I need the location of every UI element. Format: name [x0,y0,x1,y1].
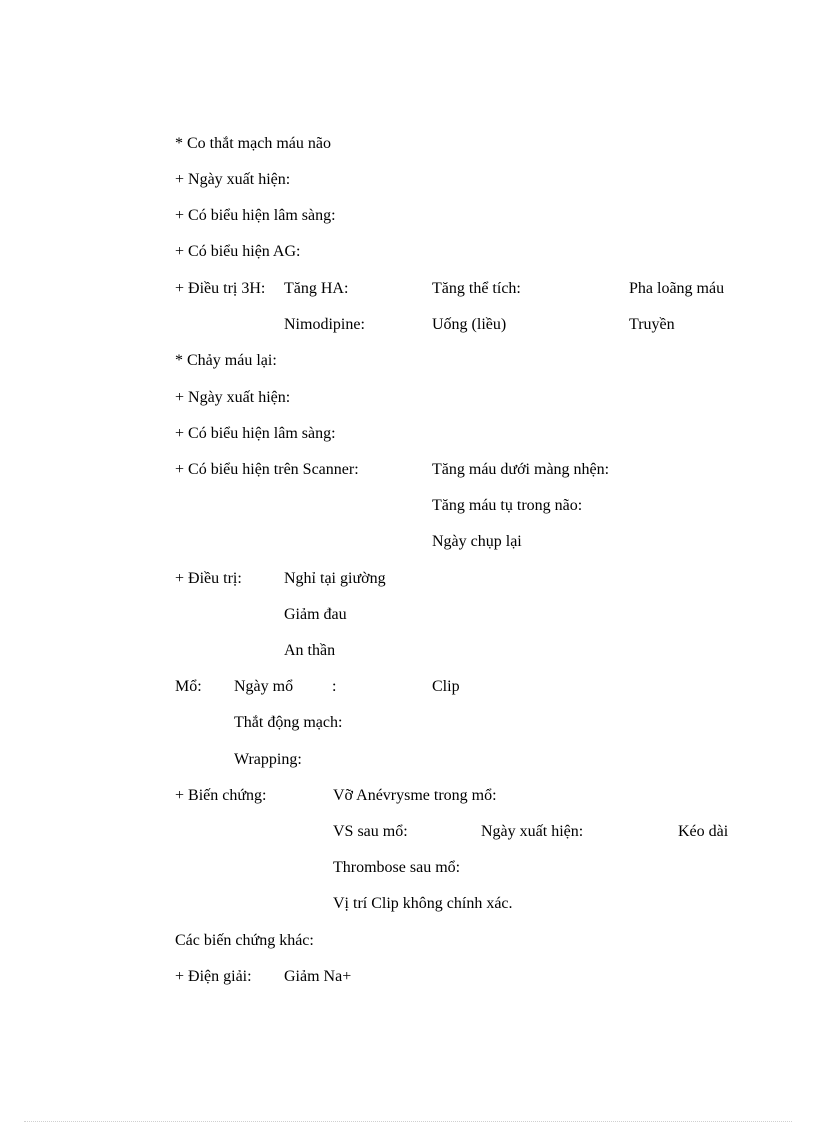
vasospasm-angiography: + Có biểu hiện AG: [175,243,301,260]
vasospasm-heading: * Co thắt mạch máu não [175,135,331,152]
nimodipine-oral: Uống (liều) [432,316,507,333]
triple-h-label: + Điều trị 3H: [175,280,266,297]
vasospasm-clinical: + Có biểu hiện lâm sàng: [175,207,336,224]
surgery-date: Ngày mổ [234,678,294,695]
complication-vs-label: VS sau mổ: [333,823,408,840]
other-complications-heading: Các biến chứng khác: [175,932,314,949]
treatment-item: Nghỉ tại giường [284,570,386,587]
triple-h-hemodilution: Pha loãng máu [629,280,725,297]
surgery-ligation: Thắt động mạch: [234,714,343,731]
page-bottom-divider [24,1121,792,1122]
rebleeding-clinical: + Có biểu hiện lâm sàng: [175,425,336,442]
vasospasm-onset-day: + Ngày xuất hiện: [175,171,291,188]
triple-h-volume: Tăng thể tích: [432,280,521,297]
surgery-wrapping: Wrapping: [234,751,302,768]
electrolyte-value: Giảm Na+ [284,968,352,985]
complication-vs-duration: Kéo dài [678,823,729,840]
complication-vs-onset: Ngày xuất hiện: [481,823,584,840]
surgery-label: Mổ: [175,678,202,695]
triple-h-hypertension: Tăng HA: [284,280,349,297]
rebleeding-heading: * Chảy máu lại: [175,352,277,369]
surgery-date-colon: : [332,678,337,695]
surgery-clip: Clip [432,678,460,695]
scanner-label: + Có biểu hiện trên Scanner: [175,461,359,478]
complication-clip-position: Vị trí Clip không chính xác. [333,895,513,912]
complication-rupture: Vỡ Anévrysme trong mổ: [333,787,497,804]
nimodipine-iv: Truyền [629,316,675,333]
complication-thrombose: Thrombose sau mổ: [333,859,461,876]
rebleeding-onset-day: + Ngày xuất hiện: [175,389,291,406]
scanner-ich: Tăng máu tụ trong não: [432,497,583,514]
scanner-sah: Tăng máu dưới màng nhện: [432,461,610,478]
treatment-item: An thần [284,642,336,659]
complications-label: + Biến chứng: [175,787,267,804]
treatment-item: Giảm đau [284,606,347,623]
rebleeding-treatment-label: + Điều trị: [175,570,242,587]
electrolyte-label: + Điện giải: [175,968,252,985]
scanner-rescan-day: Ngày chụp lại [432,533,522,550]
nimodipine-label: Nimodipine: [284,316,365,333]
